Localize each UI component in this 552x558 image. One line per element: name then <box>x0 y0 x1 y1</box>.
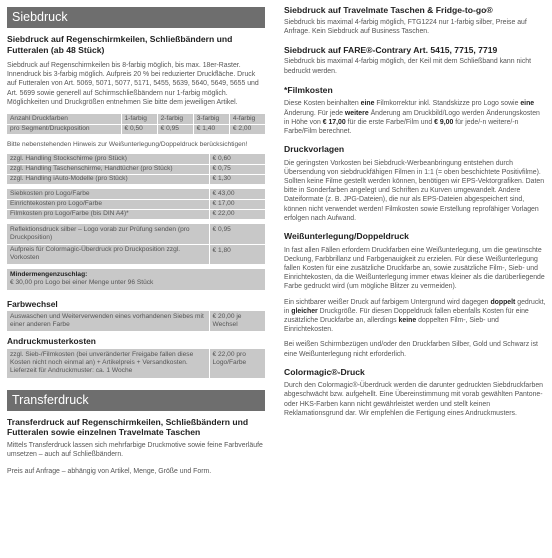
transfer-price-note: Preis auf Anfrage – abhängig von Artikel, Menge, Größe und Form. <box>7 467 212 475</box>
price-table <box>7 114 265 135</box>
table-cell: 2-farbig <box>157 114 193 124</box>
table-cell: 1-farbig <box>121 114 157 124</box>
table-cell: € 2,00 <box>229 124 265 134</box>
druckvorlagen-text: Die geringsten Vorkosten bei Siebdruck-Werbeanbringung entstehen durch Übersendung von siebdruckfähigen Filmen in 1:1 (= oben beschichtete Positivfilme). Sollten keine Filme gestellt werden können, benötigen wir EPS-Vektorgrafiken. Daten bitte in Sonderfarben angelegt und Schriften zu Kurven umgewandelt. Andere Dateiformate (z. B. JPG-Dateien), die nur als EPS-Dateien abgespeichert sind, können nicht verwendet werden! Filmkosten sowie Erstellung reprofähiger Vorlagen erfolgen nach Aufwand. <box>284 159 545 222</box>
druckvorlagen-title: Druckvorlagen <box>284 144 345 155</box>
table-cell: 4-farbig <box>229 114 265 124</box>
table-cell: € 22,00 <box>209 209 265 219</box>
siebdruck-body: Siebdruck auf Regenschirmkeilen bis 8-farbig möglich, bis max. 18er-Raster. Innendruck bis 3-farbig möglich. Aufpreis 20 % bei reduzierter Druckfläche. Druck auf Futteralen von Art. 5069, 5071, 5077, 5171, 5455, 5639, 5640, 5649, 5655 und Art. 5699 sowie generell auf Schirmschließbändern nur 1-farbig möglich. Möglichkeiten und Druckgrößen entnehmen Sie bitte dem jeweiligen Artikel. <box>7 62 259 106</box>
colormagic-title: Colormagic®-Druck <box>284 366 365 377</box>
table-cell: zzgl. Handling Taschenschirme, Handtücher (pro Stück) <box>7 164 209 174</box>
schirmbezuege-text: Bei weißen Schirmbezügen und/oder den Druckfarben Silber, Gold und Schwarz ist eine Weißunterlegung nicht erforderlich. <box>284 341 538 358</box>
table-cell: € 0,95 <box>209 224 265 244</box>
filmkosten-title: *Filmkosten <box>284 84 333 95</box>
table-cell: Filmkosten pro Logo/Farbe (bis DIN A4)* <box>7 209 209 219</box>
price-table-row <box>7 124 265 134</box>
fare-contrary-text: Siebdruck bis maximal 4-farbig möglich, der Keil mit dem Schließband kann nicht bedruckt werden. <box>284 58 532 75</box>
table-cell: € 17,00 <box>209 199 265 209</box>
farbwechsel-table <box>7 311 265 332</box>
table-cell: zzgl. Sieb-/Filmkosten (bei unveränderter Freigabe fallen diese Kosten nicht noch einmal an) + Artikelpreis + Versandkosten. Lieferzeit für Andruckmuster: ca. 1 Woche <box>7 349 209 378</box>
section-header-transferdruck: Transferdruck <box>7 390 265 411</box>
left-column <box>7 7 265 476</box>
table-cell: 3-farbig <box>193 114 229 124</box>
table-row <box>7 224 265 244</box>
siebdruck-subheading: Siebdruck auf Regenschirmkeilen, Schließbändern und Futteralen (ab 48 Stück) <box>7 34 233 55</box>
table-cell: € 0,95 <box>157 124 193 134</box>
min-quantity-box <box>7 269 265 290</box>
table-cell: € 0,60 <box>209 154 265 164</box>
andruck-table <box>7 349 265 379</box>
table-cell: € 1,30 <box>209 174 265 184</box>
table-cell: € 1,80 <box>209 244 265 264</box>
extras-table <box>7 224 265 265</box>
weissunterlegung-title: Weißunterlegung/Doppeldruck <box>284 231 409 242</box>
colormagic-text: Durch den Colormagic®-Überdruck werden die darunter gedruckten Siebdruckfarben abgeschwächt bzw. aufgehellt. Eine Übereinstimmung mit vorab gewählten Pantone- oder HKS-Farben kann nicht gewährleistet werden und stellt keinen Reklamationsgrund dar. Wir empfehlen die Fertigung eines Andruckmusters. <box>284 382 544 417</box>
table-cell: Einrichtekosten pro Logo/Farbe <box>7 199 209 209</box>
travelmate-text: Siebdruck bis maximal 4-farbig möglich, FTG1224 nur 1-farbig silber, Preise auf Anfrage. Kein Siebdruck auf Business Taschen. <box>284 18 527 35</box>
transfer-subheading: Transferdruck auf Regenschirmkeilen, Schließbändern und Futteralen sowie einzelnen Travelmate Taschen <box>7 416 249 438</box>
transfer-body: Mittels Transferdruck lassen sich mehrfarbige Druckmotive sowie feine Farbverläufe umsetzen – auch auf Schließbändern. <box>7 441 263 458</box>
setup-cost-table <box>7 189 265 220</box>
table-cell: Auswaschen und Weiterverwenden eines vorhandenen Siebes mit einer anderen Farbe <box>7 311 209 331</box>
table-cell: € 1,40 <box>193 124 229 134</box>
table-row <box>7 209 265 219</box>
andruck-title: Andruckmusterkosten <box>7 335 96 346</box>
table-row <box>7 244 265 264</box>
table-cell: Aufpreis für Colormagic-Überdruck pro Druckposition zzgl. Vorkosten <box>7 244 209 264</box>
table-row <box>7 154 265 164</box>
fare-contrary-title: Siebdruck auf FARE®-Contrary Art. 5415, 7715, 7719 <box>284 44 498 55</box>
table-cell: Anzahl Druckfarben <box>7 114 121 124</box>
handling-table <box>7 154 265 185</box>
price-table-header <box>7 114 265 124</box>
table-cell: € 43,00 <box>209 189 265 199</box>
table-cell: zzgl. Handling iAuto-Modelle (pro Stück) <box>7 174 209 184</box>
table-row <box>7 164 265 174</box>
travelmate-title: Siebdruck auf Travelmate Taschen & Fridge-to-go® <box>284 5 493 15</box>
section-header-siebdruck: Siebdruck <box>7 7 265 28</box>
table-cell: Siebkosten pro Logo/Farbe <box>7 189 209 199</box>
filmkosten-text: Diese Kosten beinhalten eine Filmkorrektur inkl. Standskizze pro Logo sowie eine Änderung. Für jede weitere Änderung am Druckbild/Logo werden Änderungskosten in Höhe von € 17,00 für die erste Farbe/Film und € 9,00 für jede/-n weitere/-n Farbe/Film berechnet. <box>284 100 540 135</box>
table-cell: € 22,00 pro Logo/Farbe <box>209 349 265 378</box>
weissunterlegung-text: In fast allen Fällen erfordern Druckfarben eine Weißunterlegung, um die gewünschte Deckung, Farbbrillanz und Farbgenauigkeit zu erzielen. Für diese Weißunterlegung fallen Kosten für eine zusätzliche Druckfarbe an, sowie zusätzliche Film-, Sieb- und Einrichtekosten, da die Weißunterlegung immer etwas kleiner als die darüberliegende Farbe gedruckt wird (um mögliche Blitzer zu vermeiden). <box>284 246 545 291</box>
table-cell: € 0,75 <box>209 164 265 174</box>
table-cell: € 0,50 <box>121 124 157 134</box>
table-row <box>7 349 265 378</box>
right-column <box>284 5 546 418</box>
table-cell: € 20,00 je Wechsel <box>209 311 265 331</box>
table-row <box>7 199 265 209</box>
table-row <box>7 311 265 331</box>
table-row <box>7 189 265 199</box>
farbwechsel-title: Farbwechsel <box>7 298 58 309</box>
min-quantity-text: € 30,00 pro Logo bei einer Menge unter 96 Stück <box>10 278 154 286</box>
doppeldruck-text: Ein sichtbarer weißer Druck auf farbigem Untergrund wird dagegen doppelt gedruckt, in gleicher Druckgröße. Für diesen Doppeldruck fallen ebenfalls Kosten für eine zusätzliche Druckfarbe an, allerdings keine doppelten Film-, Sieb- und Einrichtekosten. <box>284 298 546 334</box>
table-cell: Reflektionsdruck silber – Logo vorab zur Prüfung senden (pro Druckposition) <box>7 224 209 244</box>
table-cell: pro Segment/Druckposition <box>7 124 121 134</box>
table-cell: zzgl. Handling Stockschirme (pro Stück) <box>7 154 209 164</box>
table-row <box>7 174 265 184</box>
min-quantity-title: Mindermengenzuschlag: <box>10 270 88 278</box>
hint-note: Bitte nebenstehenden Hinweis zur Weißunterlegung/Doppeldruck berücksichtigen! <box>7 140 248 148</box>
